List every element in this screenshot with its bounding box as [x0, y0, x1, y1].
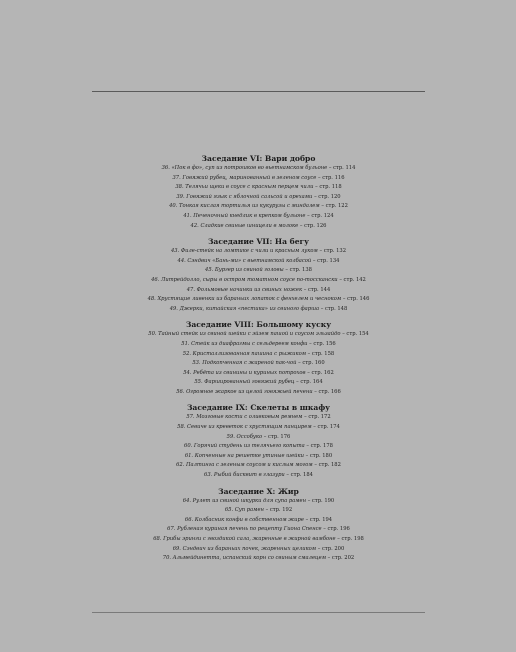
entry-title: 63. Рыбий бисквит в глазури: [204, 472, 285, 479]
entry-title: 45. Бургер из свиной головы: [205, 267, 284, 274]
entry-page: – стр. 118: [315, 184, 342, 191]
entry-title: 50. Тайный стейк из свиной шейки с эйзем пашой и соусом эльзайдо: [148, 331, 341, 338]
entry-title: 62. Палтинга с зеленым соусом и кислым могом: [176, 462, 313, 469]
entry-page: – стр. 146: [342, 296, 370, 303]
entry-page: – стр. 166: [314, 388, 341, 395]
toc-entry: [92, 388, 425, 398]
toc-entry: [92, 433, 425, 443]
table-of-contents: [92, 154, 425, 570]
section-heading: Заседание X: Жир: [218, 486, 299, 496]
top-rule: [92, 91, 425, 92]
toc-entry: [92, 340, 425, 350]
toc-entry: [92, 212, 425, 222]
toc-entry: [92, 516, 425, 526]
entry-page: – стр. 190: [307, 497, 335, 504]
toc-entry: [92, 378, 425, 388]
entry-title: 66. Колбасник конфи в собственном жире: [184, 516, 304, 523]
toc-entry: [92, 295, 425, 305]
toc-entry: [92, 369, 425, 379]
toc-entry: [92, 506, 425, 516]
toc-entry: [92, 276, 425, 286]
toc-entry: [92, 442, 425, 452]
entry-title: 38. Телячьи щеки в соусе с красным перцем чили: [175, 184, 314, 191]
entry-title: 41. Печеночный кнедлик в крепком бульоне: [183, 212, 306, 219]
entry-page: – стр. 200: [317, 545, 345, 552]
entry-title: 54. Ребёта из свинины и куриных потрохов: [183, 369, 306, 376]
entry-page: – стр. 192: [265, 507, 293, 514]
toc-section: [92, 320, 425, 397]
toc-entry: [92, 554, 425, 564]
entry-page: – стр. 180: [305, 452, 333, 459]
entry-title: 69. Сэндвич из бараньих почек, жаренных целиком: [172, 545, 317, 552]
entry-page: – стр. 154: [342, 331, 369, 338]
entry-page: – стр. 114: [328, 165, 356, 171]
toc-entry: [92, 202, 425, 212]
section-heading: Заседание VII: На бегу: [207, 237, 310, 247]
entry-page: – стр. 198: [337, 536, 364, 542]
entry-title: 61. Копченные на решетке утиные шейки: [184, 452, 304, 459]
toc-section: [92, 237, 425, 314]
entry-title: 58. Севиче из креветок с хрустящим панцирем: [177, 424, 312, 431]
entry-page: – стр. 160: [298, 360, 325, 367]
toc-section: [92, 487, 425, 564]
entry-page: – стр. 194: [305, 516, 333, 523]
toc-entry: [92, 535, 425, 545]
entry-page: – стр. 124: [307, 212, 334, 219]
toc-entry: [92, 174, 425, 184]
entry-title: 47. Фольмовые начинки из свиных ножек: [186, 286, 303, 293]
entry-title: 40. Тонкая кислая тортилья из кукурузы с миндалем: [169, 203, 320, 210]
entry-title: 53. Подкопченная с жареной пак-чой: [192, 360, 297, 367]
entry-page: – стр. 176: [263, 433, 291, 440]
entry-title: 56. Огромное жаркое из целой говяжьей печени: [176, 388, 313, 395]
entry-page: – стр. 158: [307, 350, 335, 357]
entry-page: – стр. 164: [296, 379, 323, 386]
bottom-rule: [92, 612, 425, 613]
entry-page: – стр. 184: [286, 472, 313, 479]
entry-page: – стр. 122: [321, 203, 348, 210]
entry-title: 48. Хрустящие ливенки из бараньих лопаток с фенхелем и чесноком: [147, 296, 342, 303]
entry-title: 67. Рубленая куриная печень по рецепту Гиона Спенсе: [167, 526, 322, 533]
entry-page: – стр. 120: [314, 193, 341, 200]
entry-page: – стр. 182: [314, 462, 341, 469]
entry-page: – стр. 172: [304, 414, 331, 421]
entry-page: – стр. 142: [339, 276, 366, 283]
entry-title: 60. Горячий студень из телячьего копыта: [184, 443, 305, 450]
entry-title: 70. Альмейдинетта, испанский корн со свиным смалецем: [162, 555, 327, 562]
toc-entry: [92, 193, 425, 203]
entry-page: – стр. 174: [313, 424, 340, 431]
toc-entry: [92, 183, 425, 193]
entry-page: – стр. 116: [317, 174, 345, 181]
entry-page: – стр. 178: [306, 443, 333, 450]
entry-title: 49. Джерки, китайская «пестика» из свиного фарша: [169, 305, 320, 312]
entry-title: 59. Оссобуко: [226, 433, 263, 440]
entry-title: 39. Говяжий язык с яблочной сальсой и орехами: [176, 193, 313, 200]
entry-title: 43. Филе-стейк на ломтике с чили и красным луком: [170, 248, 318, 255]
entry-title: 57. Мозговые кости с оливковым ремнем: [186, 414, 303, 421]
toc-entry: [92, 461, 425, 471]
toc-entry: [92, 266, 425, 276]
entry-title: 36. «Пок в фо», суп из потрошков во вьетнамском бульоне: [161, 165, 328, 171]
toc-entry: [92, 164, 425, 174]
toc-entry: [92, 413, 425, 423]
entry-page: – стр. 156: [309, 340, 336, 347]
entry-page: – стр. 144: [303, 286, 331, 293]
toc-entry: [92, 305, 425, 315]
entry-title: 42. Сладкие свиные шницели в молоке: [190, 222, 299, 229]
entry-title: 55. Фаршированный говяжий рубец: [194, 379, 295, 386]
entry-page: – стр. 126: [299, 222, 327, 229]
toc-section: [92, 154, 425, 231]
entry-page: – стр. 134: [312, 257, 340, 264]
toc-entry: [92, 545, 425, 555]
section-heading: Заседание IX: Скелеты в шкафу: [186, 403, 331, 413]
entry-title: 44. Сэндвич «Бань-ми» с вьетнамской колбасой: [177, 257, 312, 264]
toc-entry: [92, 286, 425, 296]
entry-title: 37. Говяжий рубец, маринованный в зеленом соусе: [172, 174, 317, 181]
entry-page: – стр. 196: [323, 526, 350, 533]
entry-page: – стр. 138: [285, 267, 312, 274]
toc-entry: [92, 497, 425, 507]
entry-title: 46. Литрейдолло, сыры в остром томатном соусе по-тосскански: [151, 276, 338, 283]
section-heading: Заседание VI: Вари добро: [201, 154, 316, 163]
entry-title: 64. Рулет из свиной шкурки для супа рамен: [182, 497, 307, 504]
toc-entry: [92, 222, 425, 232]
entry-title: 52. Кристаллизованная пашина с рыжиком: [182, 350, 307, 357]
entry-title: 68. Грибы эринги с гвоздикой сала, жаренные в жирной вамбоне: [153, 536, 336, 542]
entry-page: – стр. 202: [327, 555, 355, 562]
toc-entry: [92, 257, 425, 267]
entry-page: – стр. 148: [320, 305, 348, 312]
entry-page: – стр. 162: [307, 369, 334, 376]
entry-title: 65. Суп рамен: [224, 507, 264, 514]
toc-entry: [92, 423, 425, 433]
toc-section: [92, 403, 425, 480]
toc-entry: [92, 350, 425, 360]
toc-entry: [92, 471, 425, 481]
toc-entry: [92, 452, 425, 462]
section-heading: Заседание VIII: Большому куску: [185, 320, 332, 330]
toc-entry: [92, 525, 425, 535]
entry-page: – стр. 132: [319, 248, 347, 255]
toc-entry: [92, 247, 425, 257]
toc-entry: [92, 330, 425, 340]
entry-title: 51. Стейк из диафрагмы с сельдереем конфи: [181, 340, 308, 347]
toc-entry: [92, 359, 425, 369]
